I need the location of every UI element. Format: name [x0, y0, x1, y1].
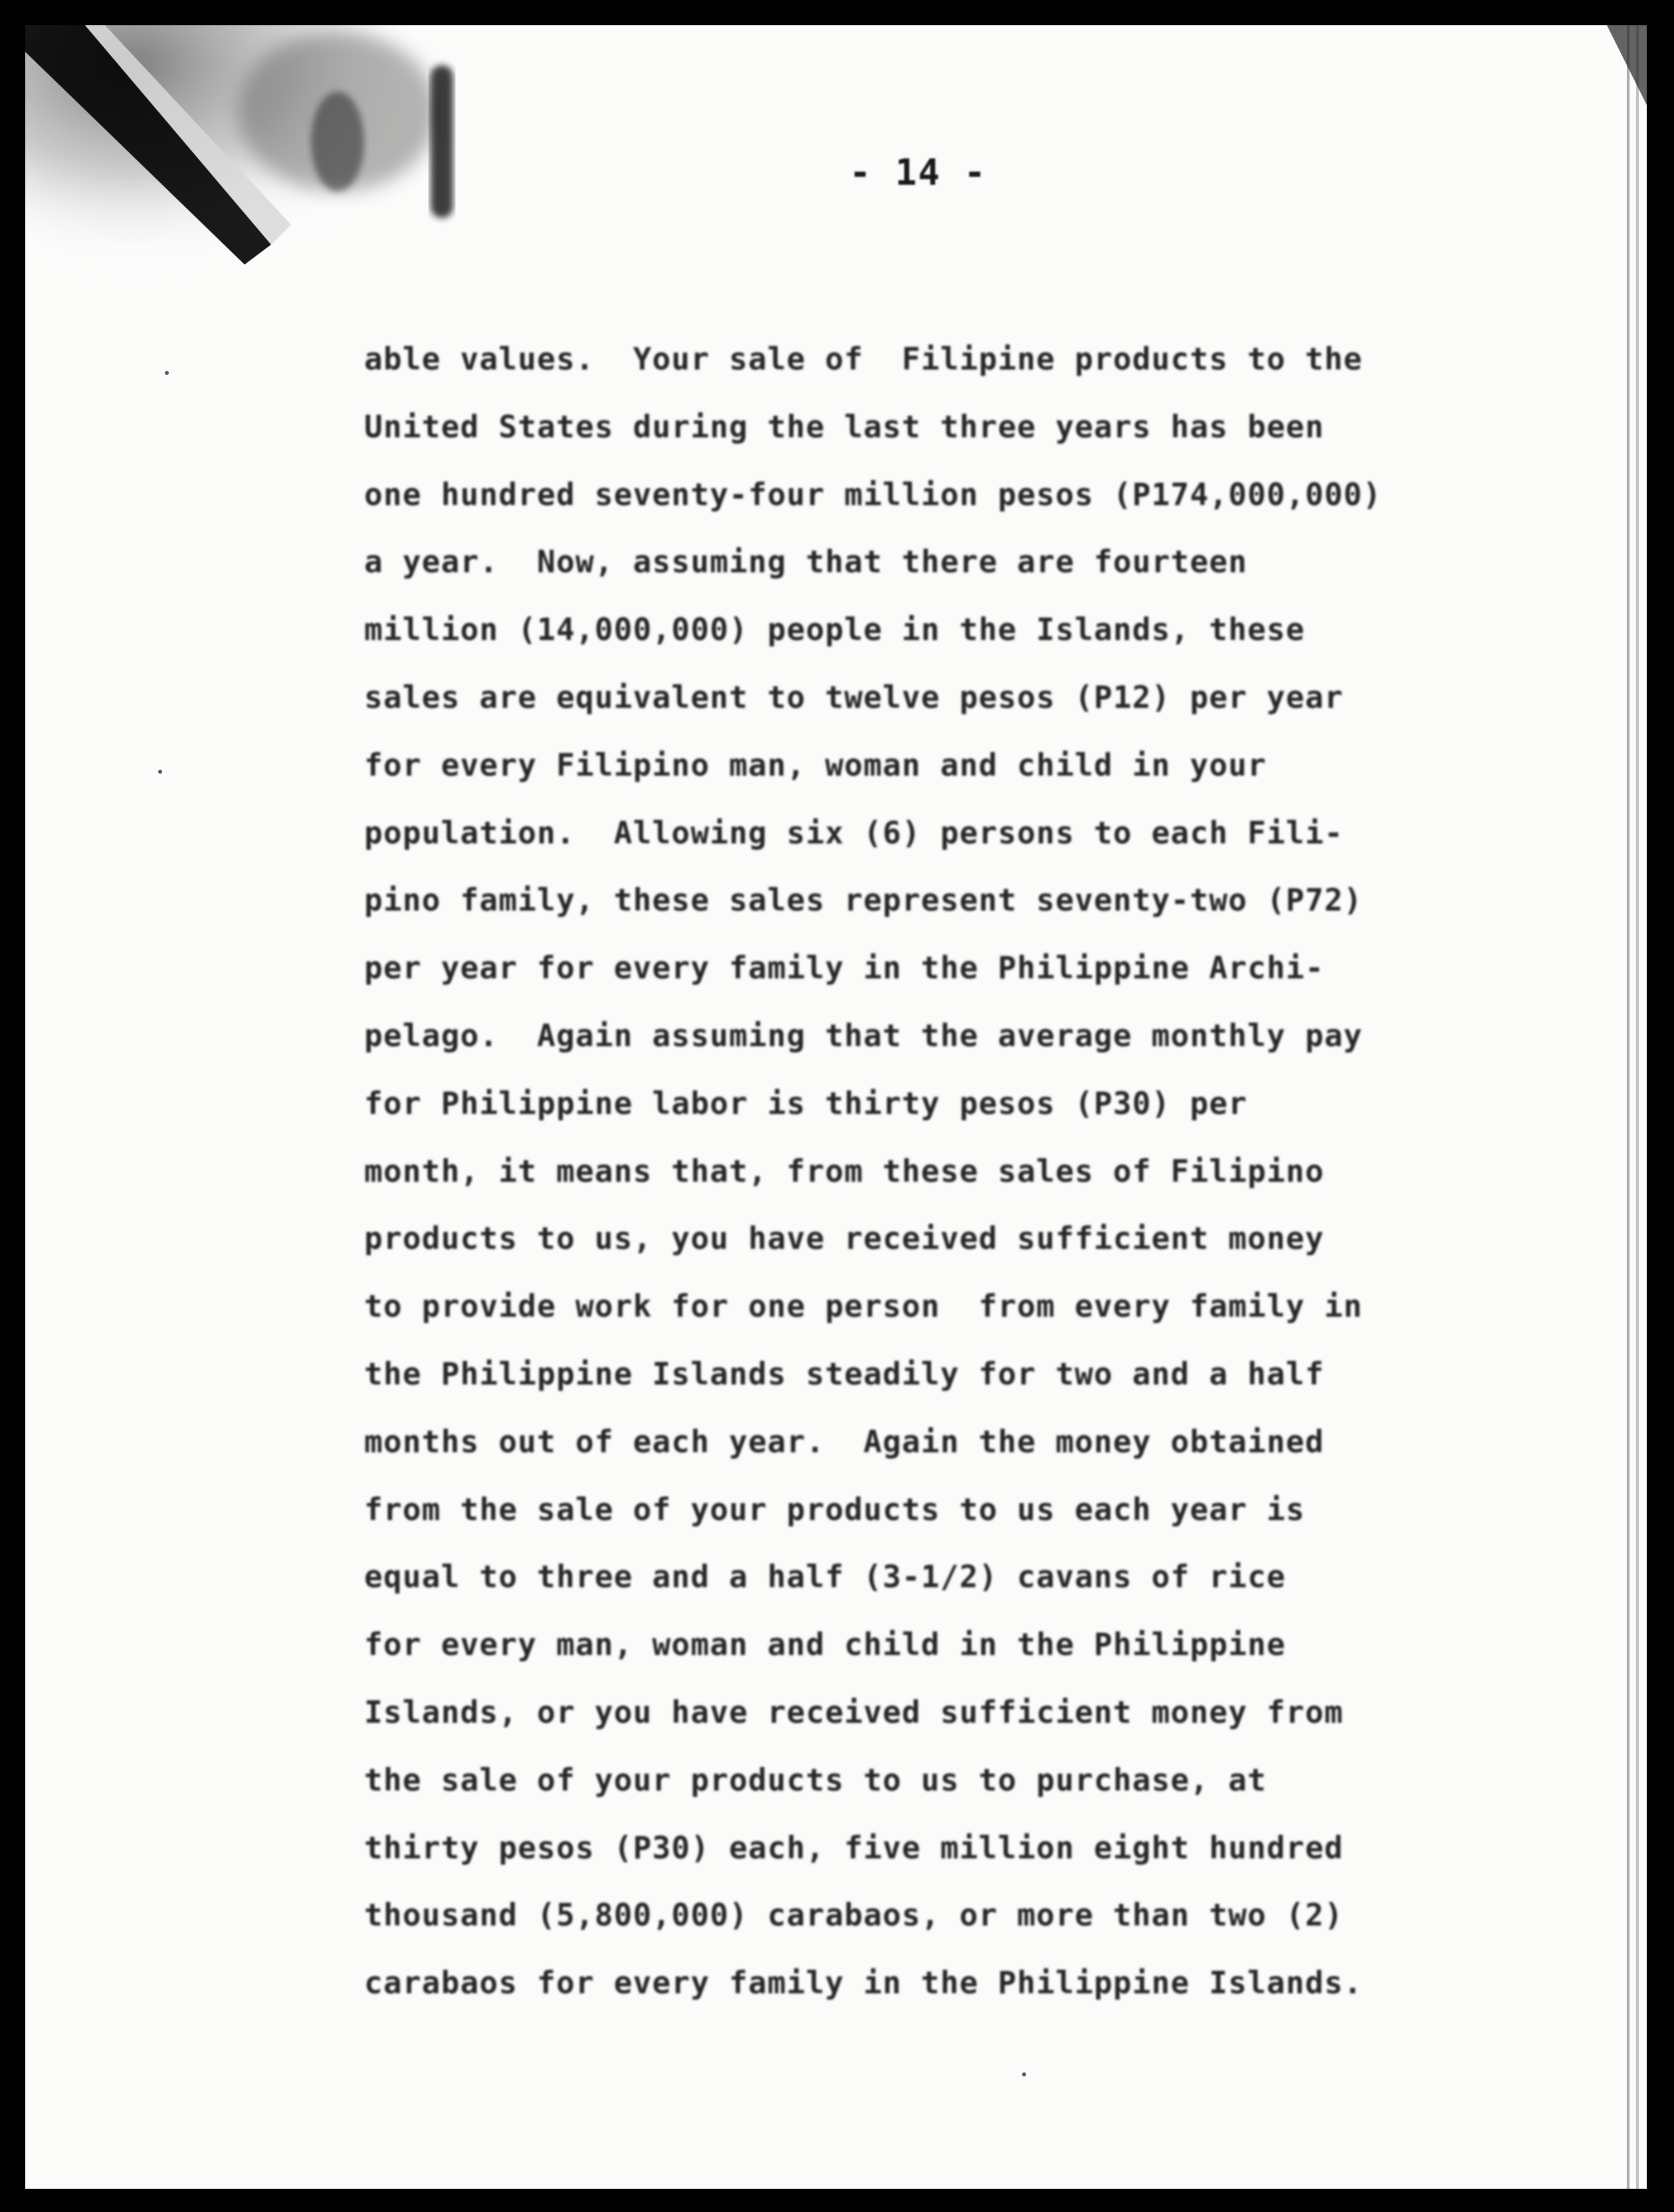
text-line: able values. Your sale of Filipine products to the — [364, 341, 1363, 377]
dust-speck — [158, 770, 162, 774]
text-line: equal to three and a half (3-1/2) cavans of rice — [364, 1559, 1286, 1595]
dust-speck — [165, 371, 169, 375]
text-line: population. Allowing six (6) persons to each Fili- — [364, 814, 1344, 851]
text-line: from the sale of your products to us each year is — [364, 1491, 1305, 1527]
text-line: sales are equivalent to twelve pesos (P12) per year — [364, 679, 1344, 715]
text-line: million (14,000,000) people in the Islands, these — [364, 611, 1305, 648]
text-line: a year. Now, assuming that there are fourteen — [364, 544, 1248, 580]
text-line: carabaos for every family in the Philippine Islands. — [364, 1965, 1363, 2001]
text-line: to provide work for one person from every family in — [364, 1288, 1363, 1325]
dust-speck — [1022, 2072, 1026, 2076]
text-line: thirty pesos (P30) each, five million eight hundred — [364, 1829, 1344, 1866]
page-number: - 14 - — [849, 152, 988, 193]
text-line: for every Filipino man, woman and child in your — [364, 746, 1267, 783]
text-line: for Philippine labor is thirty pesos (P30) per — [364, 1085, 1248, 1121]
text-line: pelago. Again assuming that the average monthly pay — [364, 1017, 1363, 1053]
document-page — [25, 25, 1647, 2189]
text-line: thousand (5,800,000) carabaos, or more than two (2) — [364, 1897, 1344, 1934]
text-line: Islands, or you have received sufficient money from — [364, 1694, 1344, 1730]
text-line: one hundred seventy-four million pesos (P174,000,000) — [364, 476, 1382, 512]
text-line: the sale of your products to us to purchase, at — [364, 1761, 1267, 1798]
text-line: months out of each year. Again the money obtained — [364, 1423, 1324, 1460]
page-edge-shadow — [1607, 25, 1647, 2189]
text-line: United States during the last three years has been — [364, 408, 1324, 445]
text-line: for every man, woman and child in the Philippine — [364, 1626, 1286, 1663]
body-text — [364, 326, 1534, 2017]
text-line: month, it means that, from these sales of Filipino — [364, 1153, 1324, 1189]
text-line: products to us, you have received sufficient money — [364, 1220, 1324, 1257]
damaged-corner-stain — [25, 25, 530, 331]
text-line: pino family, these sales represent seventy-two (P72) — [364, 882, 1363, 919]
text-line: per year for every family in the Philippine Archi- — [364, 950, 1324, 986]
text-line: the Philippine Islands steadily for two and a half — [364, 1355, 1324, 1392]
